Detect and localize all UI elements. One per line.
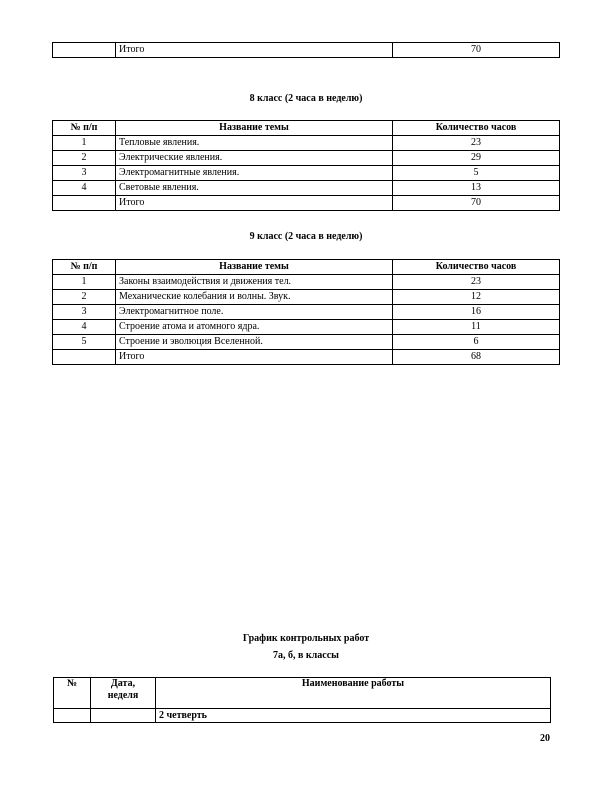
row-num: 3 — [53, 166, 116, 181]
total-value: 68 — [393, 350, 560, 365]
row-hours: 6 — [393, 335, 560, 350]
row-hours: 29 — [393, 151, 560, 166]
row-num: 1 — [53, 275, 116, 290]
table-row — [53, 320, 560, 335]
table-header-row — [54, 678, 551, 709]
date-header-line1: Дата, — [110, 678, 136, 689]
table-row — [53, 43, 560, 58]
column-header-date — [91, 678, 156, 709]
row-topic: Тепловые явления. — [116, 136, 393, 151]
table-cell — [53, 43, 116, 58]
row-num: 2 — [53, 151, 116, 166]
row-hours: 5 — [393, 166, 560, 181]
schedule-table — [53, 677, 551, 723]
table-row — [53, 335, 560, 350]
row-topic: Электромагнитное поле. — [116, 305, 393, 320]
column-header-num: № п/п — [53, 121, 116, 136]
top-total-table — [52, 42, 560, 58]
grade9-heading: 9 класс (2 часа в неделю) — [249, 231, 363, 242]
column-header-num: № п/п — [53, 260, 116, 275]
row-hours: 16 — [393, 305, 560, 320]
row-hours: 12 — [393, 290, 560, 305]
schedule-subtitle: 7а, б, в классы — [273, 650, 339, 661]
table-row — [53, 275, 560, 290]
table-cell — [53, 350, 116, 365]
row-num: 4 — [53, 320, 116, 335]
table-row — [53, 305, 560, 320]
table-total-row — [53, 196, 560, 211]
row-hours: 23 — [393, 136, 560, 151]
row-num: 5 — [53, 335, 116, 350]
total-label: Итого — [116, 196, 393, 211]
table-total-row — [53, 350, 560, 365]
row-hours: 23 — [393, 275, 560, 290]
grade8-heading: 8 класс (2 часа в неделю) — [249, 93, 363, 104]
table-row — [53, 151, 560, 166]
row-num: 3 — [53, 305, 116, 320]
table-row — [53, 290, 560, 305]
grade9-table — [52, 259, 560, 365]
column-header-topic: Название темы — [116, 260, 393, 275]
table-header-row — [53, 121, 560, 136]
row-topic: Электромагнитные явления. — [116, 166, 393, 181]
table-cell — [54, 709, 91, 723]
row-topic: Строение и эволюция Вселенной. — [116, 335, 393, 350]
table-row — [54, 709, 551, 723]
table-cell — [91, 709, 156, 723]
page-number: 20 — [540, 733, 550, 744]
row-topic: Световые явления. — [116, 181, 393, 196]
table-row — [53, 181, 560, 196]
row-topic: Механические колебания и волны. Звук. — [116, 290, 393, 305]
row-num: 4 — [53, 181, 116, 196]
total-value: 70 — [393, 43, 560, 58]
date-header-line2: неделя — [107, 689, 139, 701]
row-hours: 13 — [393, 181, 560, 196]
schedule-title: График контрольных работ — [242, 633, 370, 644]
grade8-table — [52, 120, 560, 211]
column-header-num: № — [54, 678, 91, 709]
column-header-work-name: Наименование работы — [156, 678, 551, 709]
row-topic: Законы взаимодействия и движения тел. — [116, 275, 393, 290]
column-header-hours: Количество часов — [393, 260, 560, 275]
row-topic: Электрические явления. — [116, 151, 393, 166]
row-topic: Строение атома и атомного ядра. — [116, 320, 393, 335]
table-row — [53, 166, 560, 181]
table-header-row — [53, 260, 560, 275]
quarter-label: 2 четверть — [156, 709, 551, 723]
table-cell — [53, 196, 116, 211]
column-header-hours: Количество часов — [393, 121, 560, 136]
column-header-topic: Название темы — [116, 121, 393, 136]
row-hours: 11 — [393, 320, 560, 335]
total-label: Итого — [116, 43, 393, 58]
total-value: 70 — [393, 196, 560, 211]
row-num: 2 — [53, 290, 116, 305]
total-label: Итого — [116, 350, 393, 365]
row-num: 1 — [53, 136, 116, 151]
table-row — [53, 136, 560, 151]
